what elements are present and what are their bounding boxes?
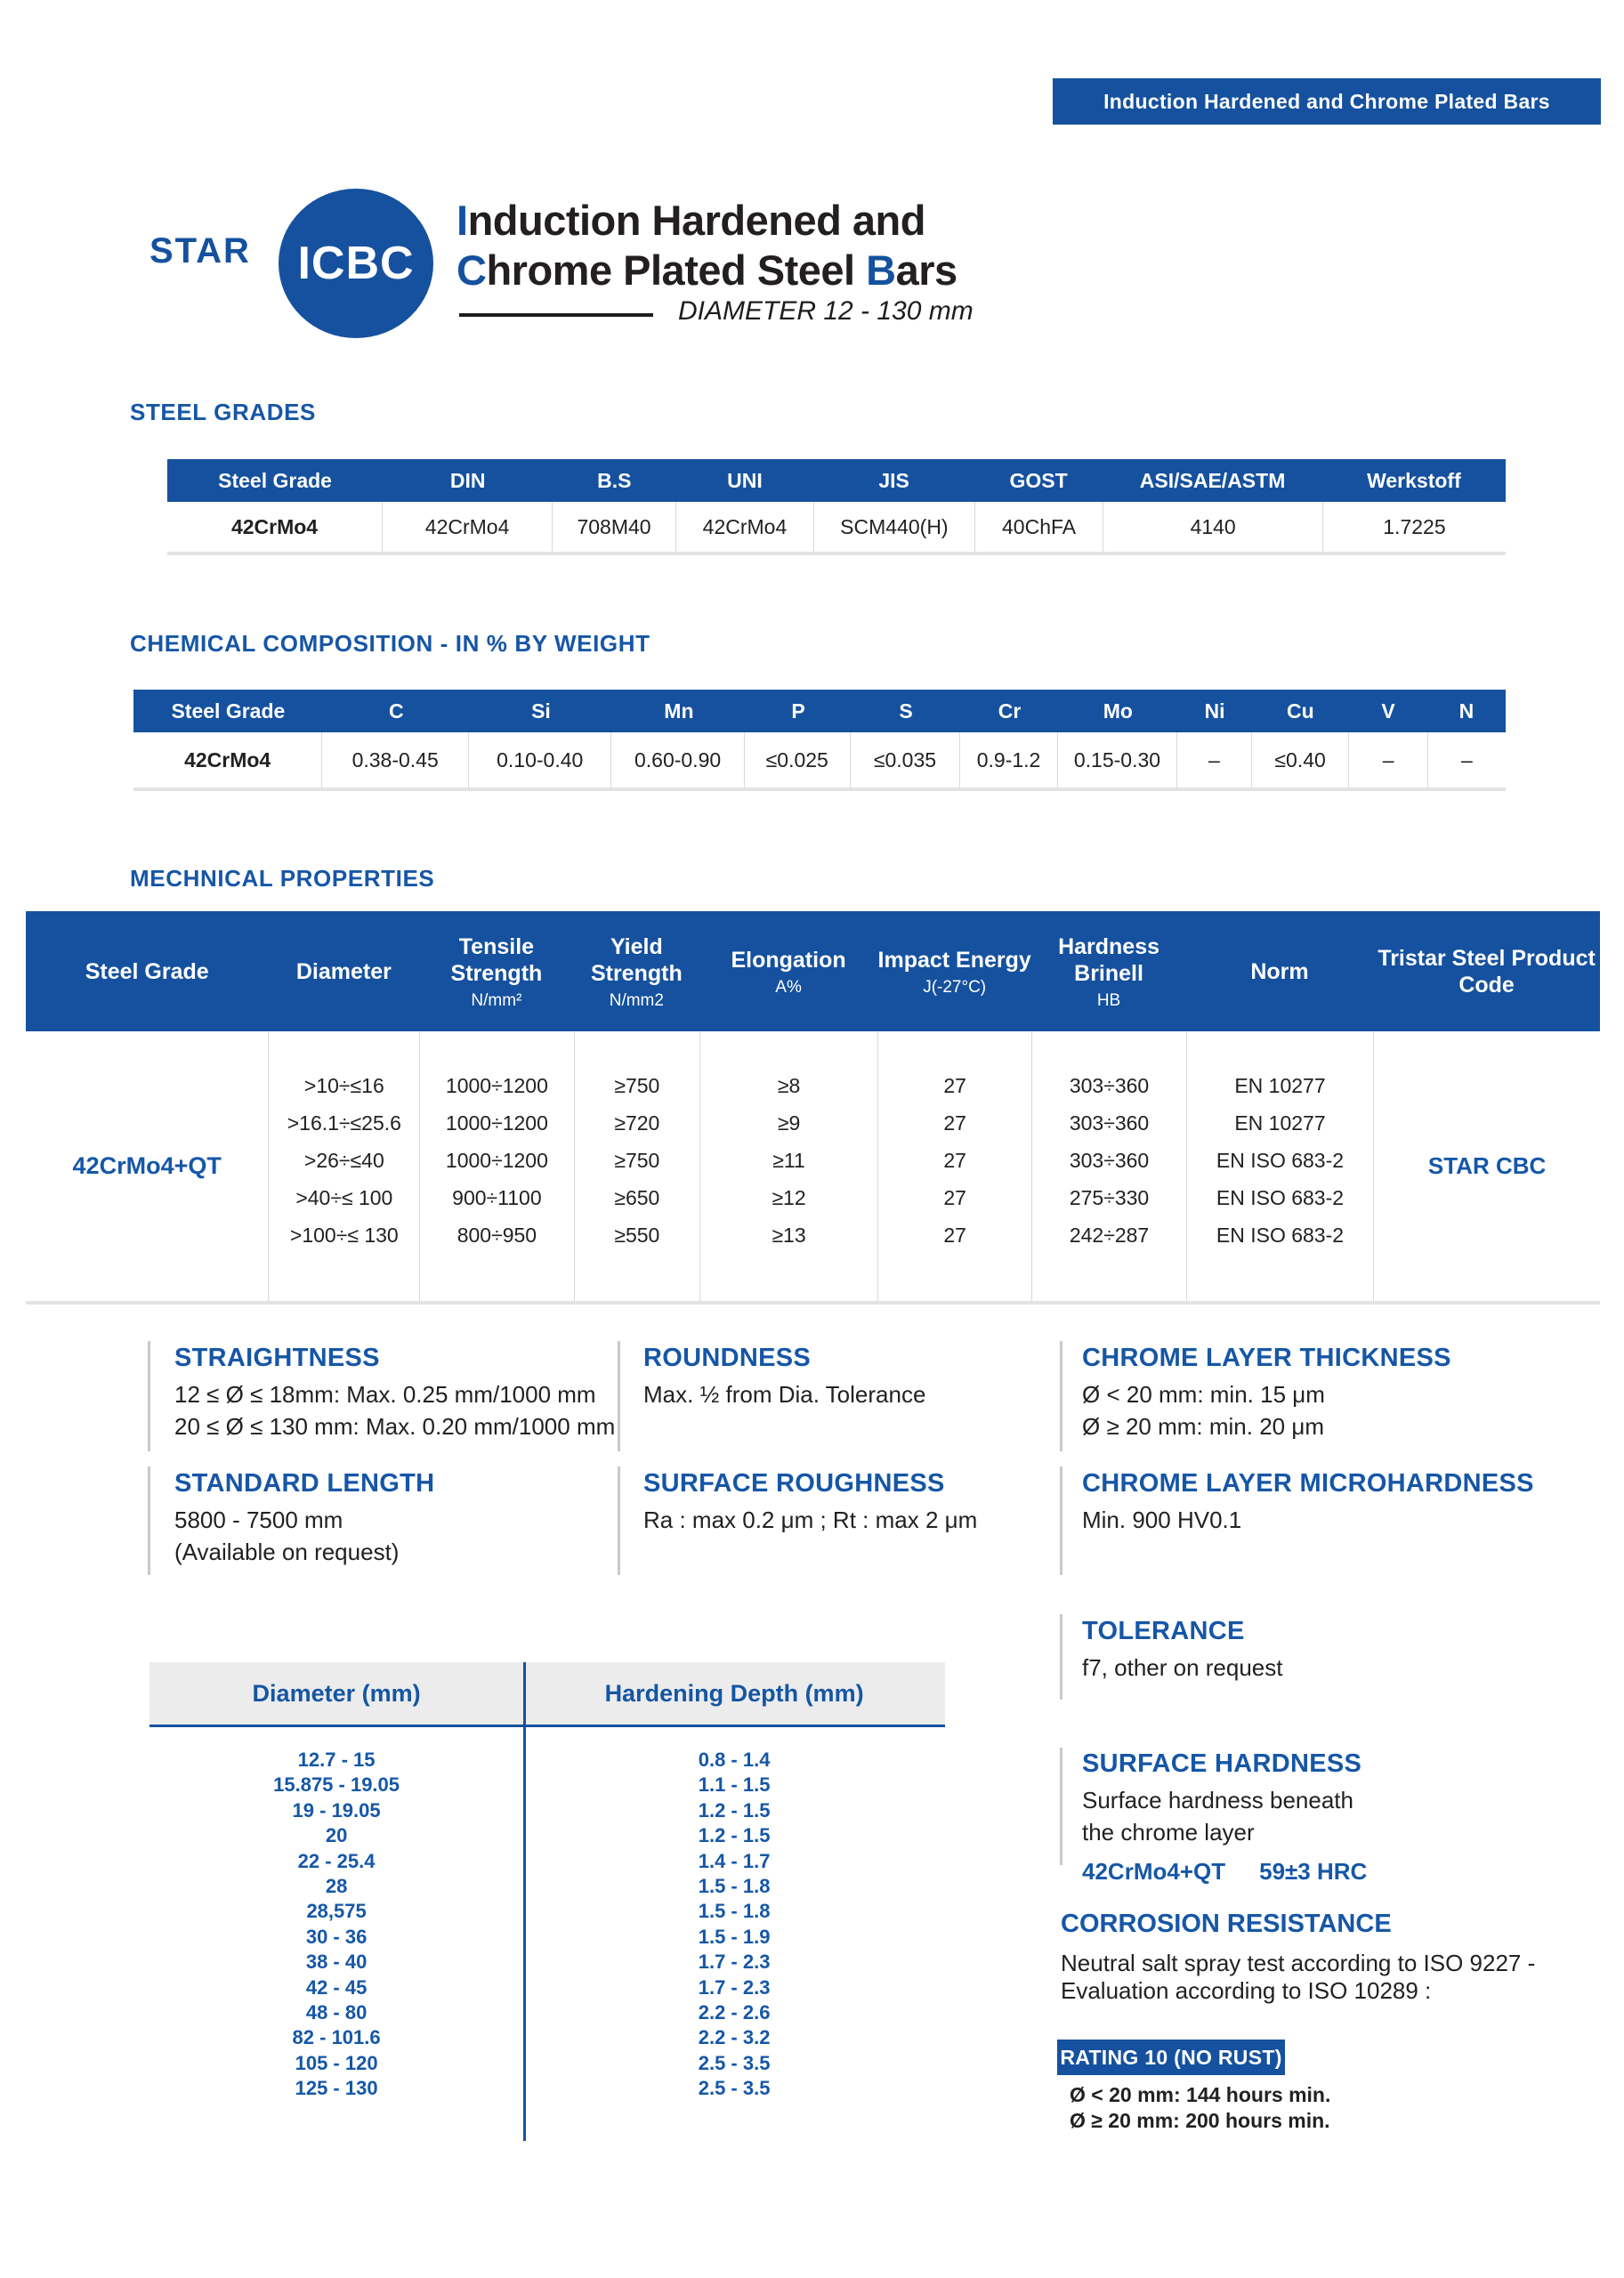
column-header: JIS: [878, 468, 909, 492]
surface-roughness-line: Ra : max 0.2 μm ; Rt : max 2 μm: [643, 1507, 978, 1533]
title-text: ars: [895, 246, 957, 294]
logo-icbc-text: ICBC: [297, 238, 415, 289]
header-unit: N/mm²: [471, 990, 522, 1010]
column-header: [1373, 911, 1600, 1031]
table-cell: ≥9: [777, 1111, 801, 1135]
divider: [1060, 1614, 1062, 1700]
header-label: Diameter: [295, 958, 392, 984]
table-cell: 2.5 - 3.5: [698, 2077, 771, 2100]
column-header: Werkstoff: [1367, 468, 1461, 492]
table-cell: ≤0.40: [1251, 732, 1349, 788]
table-cell: 275÷330: [1069, 1186, 1150, 1209]
logo-star-text: STAR: [149, 231, 251, 271]
table-cell: 27: [943, 1111, 966, 1135]
column-header: Steel Grade: [218, 468, 332, 492]
table-cell: 900÷1100: [452, 1186, 542, 1209]
hardening-depth-table: [149, 1662, 945, 2101]
chemical-table: [133, 690, 1506, 791]
chrome-microhardness-line: Min. 900 HV0.1: [1082, 1507, 1242, 1533]
table-cell: 303÷360: [1069, 1074, 1150, 1097]
table-cell: ≥550: [614, 1224, 660, 1247]
steel-grades-data-row: [167, 502, 1506, 555]
table-cell: 27: [943, 1224, 966, 1247]
table-cell: 27: [943, 1074, 966, 1097]
table-cell: ≥12: [772, 1186, 806, 1209]
table-cell: 40ChFA: [974, 502, 1103, 552]
column-header: Ni: [1204, 699, 1225, 723]
divider: [148, 1341, 150, 1451]
standard-length-block: [174, 1469, 434, 1565]
column-header: Mn: [664, 699, 694, 723]
column-header: [1031, 911, 1185, 1031]
chrome-thickness-block: [1082, 1344, 1451, 1440]
surface-hardness-line: the chrome layer: [1082, 1819, 1255, 1846]
table-cell: 2.2 - 2.6: [698, 2000, 771, 2024]
column-header: [26, 911, 268, 1031]
column-header: V: [1381, 699, 1395, 723]
product-code-column: [1373, 1031, 1600, 1301]
surface-roughness-title: SURFACE ROUGHNESS: [643, 1469, 945, 1498]
surface-hardness-grade: 42CrMo4+QT: [1082, 1858, 1226, 1885]
title-accent-letter: C: [456, 246, 487, 294]
table-cell: 27: [943, 1149, 966, 1172]
table-cell: 0.38-0.45: [321, 732, 468, 788]
table-cell: 1.2 - 1.5: [698, 1824, 771, 1847]
standard-length-line: 5800 - 7500 mm: [174, 1507, 343, 1533]
straightness-block: [174, 1344, 615, 1440]
table-cell: 303÷360: [1069, 1149, 1150, 1172]
header-unit: N/mm2: [609, 990, 664, 1010]
table-cell: 2.2 - 3.2: [698, 2026, 771, 2049]
grade-column: [26, 1031, 268, 1301]
divider: [1060, 1341, 1062, 1451]
straightness-line: 20 ≤ Ø ≤ 130 mm: Max. 0.20 mm/1000 mm: [174, 1413, 616, 1440]
column-header: P: [791, 699, 805, 723]
table-cell: 1.2 - 1.5: [698, 1798, 771, 1822]
column-header: [699, 911, 877, 1031]
table-cell: 42CrMo4: [382, 502, 552, 552]
elongation-column: [699, 1031, 877, 1301]
table-cell: 303÷360: [1069, 1111, 1150, 1135]
product-code-value: STAR CBC: [1427, 1152, 1547, 1179]
header-label: Tristar Steel Product Code: [1378, 945, 1596, 998]
corrosion-title: CORROSION RESISTANCE: [1061, 1910, 1392, 1938]
rating-badge: [1057, 2040, 1285, 2075]
table-cell: 20: [325, 1824, 348, 1847]
straightness-line: 12 ≤ Ø ≤ 18mm: Max. 0.25 mm/1000 mm: [174, 1381, 596, 1408]
table-cell: 27: [943, 1186, 966, 1209]
depth-values-column: [523, 1748, 945, 2101]
chrome-thickness-line: Ø < 20 mm: min. 15 μm: [1082, 1381, 1325, 1408]
table-cell: –: [1176, 732, 1251, 788]
table-cell: 42 - 45: [305, 1975, 368, 1999]
chrome-microhardness-title: CHROME LAYER MICROHARDNESS: [1082, 1469, 1534, 1498]
column-header: [419, 911, 573, 1031]
tensile-column: [419, 1031, 573, 1301]
table-cell: 0.8 - 1.4: [698, 1749, 771, 1771]
table-cell: 1000÷1200: [445, 1074, 548, 1097]
column-header: Cu: [1287, 699, 1314, 723]
header-label: Norm: [1250, 958, 1309, 984]
table-cell: EN ISO 683-2: [1216, 1186, 1345, 1209]
table-cell: 1.5 - 1.8: [698, 1900, 771, 1923]
title-text: hrome Plated Steel: [486, 246, 867, 294]
header-unit: A%: [775, 977, 802, 997]
table-cell: 28: [325, 1874, 348, 1897]
table-cell: 105 - 120: [295, 2051, 378, 2074]
header-unit: HB: [1096, 990, 1121, 1010]
chrome-thickness-title: CHROME LAYER THICKNESS: [1082, 1344, 1451, 1372]
table-cell: >100÷≤ 130: [289, 1224, 399, 1247]
column-header: Diameter (mm): [149, 1662, 523, 1725]
column-header: [1186, 911, 1374, 1031]
table-cell: 1.7 - 2.3: [698, 1951, 771, 1974]
header-underline: [149, 1725, 945, 1727]
table-cell: EN 10277: [1234, 1074, 1326, 1097]
table-cell: >40÷≤ 100: [295, 1186, 393, 1209]
chemical-data-row: [133, 732, 1506, 791]
column-header: [877, 911, 1031, 1031]
table-cell: EN ISO 683-2: [1216, 1224, 1345, 1247]
page-title-line1: [456, 196, 925, 246]
divider: [1060, 1748, 1062, 1865]
table-cell: 1.4 - 1.7: [698, 1849, 771, 1872]
column-header: Mo: [1103, 699, 1133, 723]
column-header: DIN: [449, 468, 486, 492]
table-cell: 28,575: [306, 1900, 367, 1923]
title-accent-letter: I: [456, 197, 468, 244]
column-header: ASI/SAE/ASTM: [1139, 468, 1286, 492]
title-accent-letter: B: [866, 246, 896, 294]
standard-length-title: STANDARD LENGTH: [174, 1469, 435, 1498]
column-header: [268, 911, 419, 1031]
column-header: [574, 911, 700, 1031]
mechanical-section-label: MECHNICAL PROPERTIES: [130, 865, 435, 892]
rating-result-line: Ø ≥ 20 mm: 200 hours min.: [1070, 2109, 1330, 2132]
steel-grades-header-row: [167, 459, 1506, 502]
yield-column: [574, 1031, 700, 1301]
steel-grades-section-label: STEEL GRADES: [130, 399, 316, 425]
header-label: Hardness Brinell: [1058, 933, 1160, 986]
diameter-column: [268, 1031, 419, 1301]
chrome-microhardness-block: [1082, 1469, 1534, 1533]
table-cell: 42CrMo4: [184, 747, 271, 771]
corrosion-block: [1061, 1910, 1535, 2005]
table-cell: 48 - 80: [305, 2000, 368, 2024]
column-header: Steel Grade: [171, 699, 286, 723]
surface-hardness-values: [1082, 1858, 1367, 1886]
table-cell: ≥750: [614, 1074, 660, 1097]
surface-hardness-title: SURFACE HARDNESS: [1082, 1749, 1362, 1778]
table-cell: 0.9-1.2: [959, 732, 1057, 788]
roundness-title: ROUNDNESS: [643, 1344, 811, 1372]
depth-table-body: [149, 1725, 945, 2101]
surface-hardness-block: [1082, 1749, 1367, 1886]
table-cell: EN 10277: [1234, 1111, 1326, 1135]
table-cell: 30 - 36: [305, 1925, 368, 1948]
hardness-column: [1031, 1031, 1185, 1301]
tolerance-line: f7, other on request: [1082, 1654, 1283, 1681]
column-header: N: [1458, 699, 1475, 723]
diameter-values-column: [149, 1748, 523, 2101]
steel-grades-table: [167, 459, 1506, 555]
header-label: Yield Strength: [590, 933, 683, 986]
table-cell: –: [1348, 732, 1426, 788]
standard-length-line: (Available on request): [174, 1539, 400, 1565]
table-cell: 22 - 25.4: [297, 1849, 376, 1872]
column-header: UNI: [727, 468, 763, 492]
surface-hardness-value: 59±3 HRC: [1259, 1858, 1368, 1885]
table-cell: >10÷≤16: [303, 1074, 384, 1097]
table-cell: ≥8: [777, 1074, 801, 1097]
table-cell: 19 - 19.05: [292, 1798, 381, 1822]
column-header: S: [899, 699, 913, 723]
roundness-line: Max. ½ from Dia. Tolerance: [643, 1381, 926, 1408]
chemical-section-label: CHEMICAL COMPOSITION - IN % BY WEIGHT: [130, 630, 650, 657]
table-cell: >16.1÷≤25.6: [287, 1111, 401, 1135]
table-cell: 15.875 - 19.05: [273, 1773, 400, 1797]
table-cell: 38 - 40: [305, 1951, 368, 1974]
table-cell: 1000÷1200: [445, 1149, 548, 1172]
chrome-thickness-line: Ø ≥ 20 mm: min. 20 μm: [1082, 1413, 1324, 1440]
table-cell: 42CrMo4: [230, 514, 319, 538]
straightness-title: STRAIGHTNESS: [174, 1344, 380, 1372]
table-cell: ≤0.035: [850, 732, 959, 788]
rating-result-line: Ø < 20 mm: 144 hours min.: [1070, 2083, 1331, 2106]
table-cell: 708M40: [552, 502, 675, 552]
table-cell: ≥13: [772, 1224, 806, 1247]
table-cell: 82 - 101.6: [292, 2026, 381, 2049]
surface-hardness-line: Surface hardness beneath: [1082, 1787, 1353, 1814]
table-cell: 125 - 130: [295, 2077, 378, 2100]
table-cell: 12.7 - 15: [297, 1749, 376, 1771]
table-cell: ≥750: [614, 1149, 660, 1172]
header-unit: J(-27°C): [923, 977, 987, 997]
title-text: nduction Hardened and: [467, 197, 925, 244]
divider: [618, 1466, 620, 1575]
table-cell: 1.7225: [1322, 502, 1506, 552]
table-cell: >26÷≤40: [303, 1149, 384, 1172]
column-header: C: [388, 699, 404, 723]
mechanical-header-row: [26, 911, 1600, 1031]
corrosion-line: Neutral salt spray test according to ISO 9227 -: [1061, 1950, 1536, 1976]
chemical-header-row: [133, 690, 1506, 732]
table-cell: –: [1427, 732, 1506, 788]
header-label: Elongation: [731, 947, 846, 973]
depth-table-header: [149, 1662, 945, 1725]
column-header: Cr: [998, 699, 1022, 723]
column-header: Si: [531, 699, 551, 723]
table-cell: 1.1 - 1.5: [698, 1773, 771, 1797]
table-cell: 1.5 - 1.9: [698, 1925, 771, 1948]
column-header: Hardening Depth (mm): [523, 1662, 945, 1725]
table-cell: 4140: [1103, 502, 1322, 552]
table-cell: 0.60-0.90: [610, 732, 744, 788]
impact-column: [877, 1031, 1031, 1301]
table-cell: 1000÷1200: [445, 1111, 548, 1135]
rating-badge-label: RATING 10 (NO RUST): [1060, 2045, 1282, 2069]
tolerance-title: TOLERANCE: [1082, 1617, 1245, 1645]
table-cell: 0.10-0.40: [468, 732, 610, 788]
header-label: Steel Grade: [85, 958, 209, 984]
corrosion-line: Evaluation according to ISO 10289 :: [1061, 1977, 1432, 2004]
table-cell: ≥720: [614, 1111, 660, 1135]
table-cell: EN ISO 683-2: [1216, 1149, 1345, 1172]
table-cell: 800÷950: [456, 1224, 537, 1247]
roundness-block: [643, 1344, 925, 1408]
column-header: B.S: [597, 468, 632, 492]
rating-results: [1070, 2082, 1330, 2134]
page-title-line2: [456, 246, 957, 295]
table-cell: 42CrMo4: [675, 502, 813, 552]
top-banner-label: Induction Hardened and Chrome Plated Bars: [1103, 89, 1550, 113]
table-cell: SCM440(H): [813, 502, 974, 552]
table-cell: 2.5 - 3.5: [698, 2051, 771, 2074]
norm-column: [1186, 1031, 1374, 1301]
logo-circle: [279, 189, 433, 338]
header-label: Tensile Strength: [450, 933, 543, 986]
mechanical-table: [26, 911, 1600, 1305]
table-cell: 1.7 - 2.3: [698, 1975, 771, 1999]
header-label: Impact Energy: [877, 947, 1031, 973]
table-cell: 242÷287: [1069, 1224, 1150, 1247]
divider: [1060, 1466, 1062, 1575]
surface-roughness-block: [643, 1469, 977, 1533]
column-divider: [523, 1662, 526, 2141]
table-cell: ≥11: [772, 1149, 805, 1172]
steel-grade-value: 42CrMo4+QT: [72, 1152, 222, 1179]
tolerance-block: [1082, 1617, 1282, 1681]
diameter-range-subtitle: DIAMETER 12 - 130 mm: [678, 296, 974, 326]
title-underline: [459, 313, 653, 317]
divider: [618, 1341, 620, 1451]
table-cell: 0.15-0.30: [1057, 732, 1176, 788]
table-cell: 1.5 - 1.8: [698, 1874, 771, 1897]
divider: [148, 1466, 150, 1575]
mechanical-table-body: [26, 1031, 1600, 1305]
table-cell: ≥650: [614, 1186, 660, 1209]
column-header: GOST: [1009, 468, 1068, 492]
top-banner: [1053, 78, 1601, 125]
table-cell: ≤0.025: [744, 732, 850, 788]
